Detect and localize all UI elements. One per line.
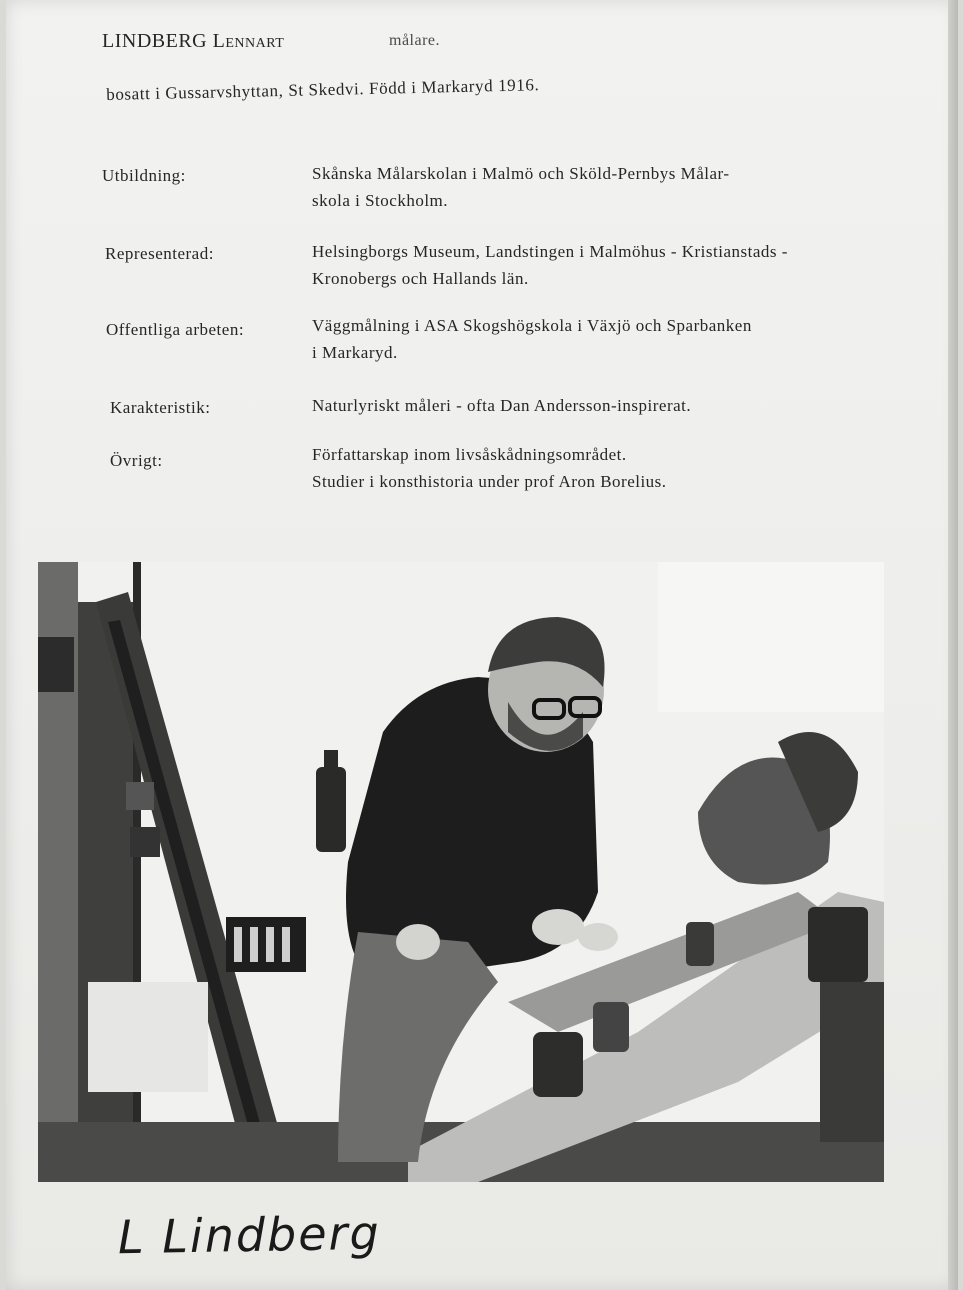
- document-page: [6, 0, 958, 1290]
- artist-photograph: [38, 562, 884, 1182]
- entry-label: Karakteristik:: [110, 398, 211, 417]
- entry-label: Representerad:: [105, 244, 214, 263]
- entry-line: Naturlyriskt måleri - ofta Dan Andersson-inspirerat.: [312, 396, 692, 415]
- photo-illustration: [38, 562, 884, 1182]
- entry-label: Övrigt:: [110, 451, 163, 470]
- entry-line: Författarskap inom livsåskådningsområdet.: [312, 445, 627, 464]
- entry-value: [312, 441, 892, 495]
- page-edge-shadow: [948, 0, 958, 1290]
- artist-heading: [102, 30, 441, 53]
- artist-occupation: målare.: [389, 32, 441, 49]
- entry-line: Studier i konsthistoria under prof Aron Borelius.: [312, 472, 667, 491]
- residence-line: bosatt i Gussarvshyttan, St Skedvi. Född i Markaryd 1916.: [106, 75, 540, 104]
- entry-label: Utbildning:: [102, 166, 186, 185]
- entry-line: skola i Stockholm.: [312, 191, 449, 210]
- entry-line: Kronobergs och Hallands län.: [312, 269, 529, 288]
- artist-signature: L Lindberg: [117, 1205, 382, 1265]
- entry-value: [312, 392, 892, 419]
- entry-value: [312, 160, 892, 214]
- entry-line: i Markaryd.: [312, 343, 398, 362]
- entry-value: [312, 238, 892, 292]
- entry-value: [312, 312, 892, 366]
- entry-label: Offentliga arbeten:: [106, 320, 245, 339]
- entry-line: Väggmålning i ASA Skogshögskola i Växjö och Sparbanken: [312, 316, 752, 335]
- entry-line: Helsingborgs Museum, Landstingen i Malmöhus - Kristianstads -: [312, 242, 788, 261]
- entry-line: Skånska Målarskolan i Malmö och Sköld-Pernbys Målar-: [312, 164, 730, 183]
- artist-name: LINDBERG Lennart: [102, 30, 285, 52]
